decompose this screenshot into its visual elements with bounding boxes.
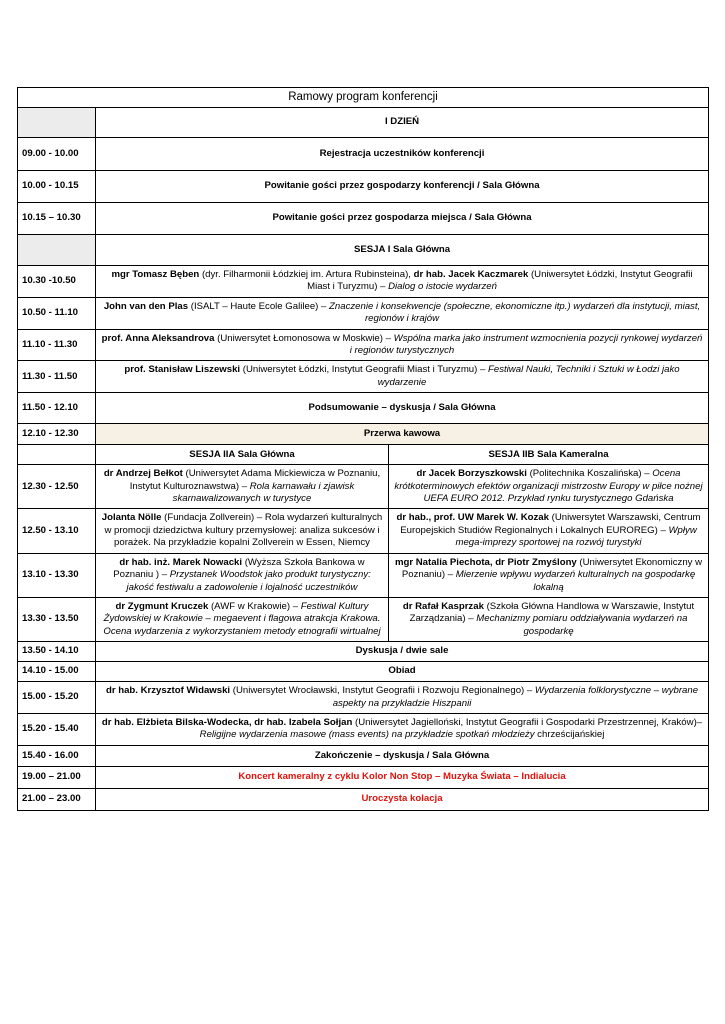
table-row (18, 788, 709, 810)
talk-cell (389, 597, 709, 641)
talk-topic: Wpływ mega-imprezy sportowej na rozwój turystyki (455, 524, 697, 549)
concert-cell: Koncert kameralny z cyklu Kolor Non Stop – Muzyka Świata – Indialucia (96, 766, 709, 788)
table-row (18, 393, 709, 424)
talk-topic: Przystanek Woodstok jako produkt turystyczny: jakość festiwalu a zadowolenie i lojalność uczestników (126, 569, 371, 593)
table-row (18, 509, 709, 553)
table-row (18, 465, 709, 509)
speaker-name: dr hab. Krzysztof Widawski (105, 685, 231, 697)
time-cell: 21.00 – 23.00 (18, 788, 96, 810)
speaker-name: dr Andrzej Bełkot (103, 468, 183, 480)
sessions-row (18, 445, 709, 465)
table-row (18, 424, 709, 445)
talk-cell (96, 682, 709, 714)
table-row (18, 266, 709, 298)
talk-cell (96, 361, 709, 393)
talk-topic: Mierzenie wpływu wydarzeń kulturalnych na gospodarkę lokalną (455, 569, 696, 593)
table-row (18, 203, 709, 235)
speaker-affiliation: (ISALT – Haute Ecole Galilee) – (188, 300, 330, 312)
dinner-cell: Uroczysta kolacja (96, 788, 709, 810)
speaker-name: dr hab., prof. UW Marek W. Kozak (396, 512, 549, 524)
event-cell: Powitanie gości przez gospodarzy konferencji / Sala Główna (96, 171, 709, 203)
table-row (18, 329, 709, 361)
table-row (18, 297, 709, 329)
time-cell: 15.00 - 15.20 (18, 682, 96, 714)
topic-tail: chrześcijańskiej (534, 729, 605, 741)
talk-cell (389, 465, 709, 509)
talk-topic: Znaczenie i konsekwencje (społeczne, ekonomiczne itp.) wydarzeń dla instytucji, miast, regionów i krajów (329, 300, 701, 325)
talk-topic: Religijne wydarzenia masowe (mass events) na przykładzie spotkań młodzieży (199, 729, 535, 741)
table-row (18, 138, 709, 171)
speaker-name: Jolanta Nölle (101, 512, 162, 524)
speaker-affiliation: (Uniwersytet Łomonosowa w Moskwie) – (214, 332, 394, 344)
time-cell: 14.10 - 15.00 (18, 662, 96, 682)
talk-cell (96, 465, 389, 509)
time-cell: 10.15 – 10.30 (18, 203, 96, 235)
time-cell: 11.30 - 11.50 (18, 361, 96, 393)
event-cell: Podsumowanie – dyskusja / Sala Główna (96, 393, 709, 424)
time-cell: 12.50 - 13.10 (18, 509, 96, 553)
speaker-affiliation: (Politechnika Koszalińska) – (526, 468, 653, 480)
table-row (18, 361, 709, 393)
talk-topic: Festiwal Nauki, Techniki i Sztuki w Łodzi jako wydarzenie (377, 364, 680, 388)
speaker-name: prof. Anna Aleksandrova (101, 332, 215, 344)
time-cell: 13.50 - 14.10 (18, 642, 96, 662)
speaker-name: dr hab. inż. Marek Nowacki (119, 556, 243, 568)
talk-topic: Wydarzenia folklorystyczne – wybrane aspekty na przykładzie Hiszpanii (332, 685, 699, 709)
talk-cell (96, 597, 389, 641)
session-title: SESJA I Sala Główna (96, 235, 709, 266)
speaker-affiliation: (Uniwersytet Łódzki, Instytut Geografii Miast i Turyzmu) – (307, 269, 693, 293)
speaker-affiliation: (Uniwersytet Wrocławski, Instytut Geografii i Rozwoju Regionalnego) – (230, 685, 535, 697)
time-cell: 12.10 - 12.30 (18, 424, 96, 445)
talk-cell (389, 509, 709, 553)
time-cell: 13.30 - 13.50 (18, 597, 96, 641)
session-title: SESJA IIA Sala Główna (96, 445, 389, 465)
speaker-affiliation: (Uniwersytet Warszawski, Centrum Europejskich Studiów Regionalnych i Lokalnych EUROREG) – (400, 512, 701, 536)
table-row (18, 745, 709, 766)
talk-cell (96, 297, 709, 329)
speaker-affiliation: (Wyższa Szkoła Bankowa w Poznaniu ) – (113, 556, 365, 581)
talk-topic: Dialog o istocie wydarzeń (388, 281, 497, 293)
speaker-affiliation: (AWF w Krakowie) – (208, 600, 301, 612)
time-cell: 15.20 - 15.40 (18, 713, 96, 745)
session-row (18, 235, 709, 266)
title-row (18, 88, 709, 108)
table-row (18, 171, 709, 203)
time-cell: 11.10 - 11.30 (18, 329, 96, 361)
talk-cell (96, 553, 389, 597)
speaker-name: dr Rafał Kasprzak (402, 600, 484, 612)
program-table (17, 87, 709, 811)
event-cell: Rejestracja uczestników konferencji (96, 138, 709, 171)
talk-cell (96, 329, 709, 361)
speaker-affiliation: (Uniwersytet Jagielloński, Instytut Geografii i Gospodarki Przestrzennej, Kraków)– (352, 716, 703, 728)
speaker-name: mgr Tomasz Bęben (111, 269, 200, 280)
talk-cell (96, 509, 389, 553)
time-cell: 10.50 - 11.10 (18, 297, 96, 329)
event-cell: Obiad (96, 662, 709, 682)
time-cell: 10.30 -10.50 (18, 266, 96, 298)
speaker-name: dr hab. Elżbieta Bilska-Wodecka, dr hab. Izabela Sołjan (101, 716, 353, 728)
time-cell: 11.50 - 12.10 (18, 393, 96, 424)
talk-cell (389, 553, 709, 597)
empty-cell (18, 108, 96, 138)
talk-topic: Rola karnawału i zjawisk skarnawalizowanych w turystyce (172, 480, 355, 505)
speaker-affiliation: (Uniwersytet Ekonomiczny w Poznaniu) – (401, 556, 703, 581)
speaker-affiliation: (Szkoła Główna Handlowa w Warszawie, Instytut Zarządzania) – (409, 600, 695, 625)
page-title: Ramowy program konferencji (18, 88, 709, 108)
table-row (18, 682, 709, 714)
table-row (18, 597, 709, 641)
event-cell: Zakończenie – dyskusja / Sala Główna (96, 745, 709, 766)
table-row (18, 713, 709, 745)
talk-cell (96, 266, 709, 298)
table-row (18, 553, 709, 597)
time-cell: 13.10 - 13.30 (18, 553, 96, 597)
speaker-affiliation: (dyr. Filharmonii Łódzkiej im. Artura Rubinsteina), (199, 269, 414, 280)
empty-cell (18, 235, 96, 266)
table-row (18, 642, 709, 662)
event-cell: Powitanie gości przez gospodarza miejsca / Sala Główna (96, 203, 709, 235)
speaker-name: John van den Plas (103, 300, 189, 312)
day-label: I DZIEŃ (96, 108, 709, 138)
speaker-name: mgr Natalia Piechota, dr Piotr Zmyślony (394, 556, 577, 568)
time-cell: 19.00 – 21.00 (18, 766, 96, 788)
speaker-name: dr Jacek Borzyszkowski (416, 468, 527, 480)
table-row (18, 766, 709, 788)
time-cell: 10.00 - 10.15 (18, 171, 96, 203)
speaker-affiliation: (Uniwersytet Łódzki, Instytut Geografii Miast i Turyzmu) – (240, 364, 489, 376)
speaker-affiliation: (Fundacja Zollverein) – Rola wydarzeń kulturalnych w promocji dziedzictwa kultury przemysłowej: analiza sukcesów i porażek. Na przykładzie kopalni Zollverein w Essen, Niemcy (104, 512, 383, 549)
speaker-affiliation: (Uniwersytet Adama Mickiewicza w Poznaniu, Instytut Kulturoznawstwa) – (129, 468, 381, 492)
talk-topic: Festiwal Kultury Żydowskiej w Krakowie – megaevent i flagowa atrakcja Krakowa. Ocena wydarzenia z wykorzystaniem metody etnografii wirtualnej (103, 600, 381, 637)
talk-topic: Ocena krótkoterminowych efektów organizacji mistrzostw Europy w piłce nożnej UEFA EURO 2012. Przykład rynku turystycznego Gdańska (394, 468, 703, 505)
talk-topic: Wspólna marka jako instrument wzmocnienia pozycji rynkowej wydarzeń i regionów turystycznych (349, 332, 703, 357)
empty-cell (18, 445, 96, 465)
talk-topic: Mechanizmy pomiaru oddziaływania wydarzeń na gospodarkę (476, 613, 688, 637)
session-title: SESJA IIB Sala Kameralna (389, 445, 709, 465)
speaker-name: prof. Stanisław Liszewski (124, 364, 241, 376)
event-cell: Dyskusja / dwie sale (96, 642, 709, 662)
speaker-name: dr hab. Jacek Kaczmarek (413, 269, 529, 280)
time-cell: 15.40 - 16.00 (18, 745, 96, 766)
talk-cell (96, 713, 709, 745)
time-cell: 09.00 - 10.00 (18, 138, 96, 171)
break-cell: Przerwa kawowa (96, 424, 709, 445)
day-row (18, 108, 709, 138)
table-row (18, 662, 709, 682)
time-cell: 12.30 - 12.50 (18, 465, 96, 509)
speaker-name: dr Zygmunt Kruczek (115, 600, 209, 612)
